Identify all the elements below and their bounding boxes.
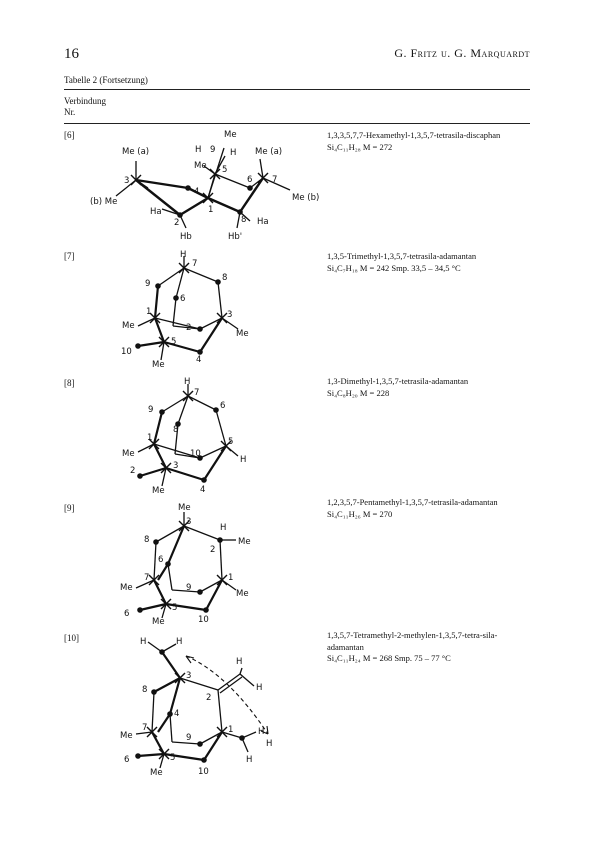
label-h: H (230, 148, 237, 158)
carbon-atom (173, 295, 179, 301)
entry-8-name: 1,3-Dimethyl-1,3,5,7-tetrasila-adamantan (327, 376, 469, 386)
label-6: 6 (220, 401, 226, 411)
label-h: H (236, 657, 243, 667)
entry-10-formula: Si₄C₁₁H₂₄ M = 268 Smp. 75 – 77 °C (327, 653, 451, 663)
carbon-atom (203, 607, 209, 613)
carbon-atom (137, 473, 143, 479)
entry-7-number: [7] (64, 251, 75, 261)
carbon-atom (197, 741, 203, 747)
carbon-atom (151, 689, 157, 695)
carbon-atom (155, 283, 161, 289)
label-me: Me (152, 617, 165, 627)
entry-10-number: [10] (64, 633, 79, 643)
entry-8-number: [8] (64, 378, 75, 388)
label-5: 5 (222, 165, 228, 175)
entry-6-name: 1,3,3,5,7,7-Hexamethyl-1,3,5,7-tetrasila-discaphan (327, 130, 501, 140)
carbon-atom (185, 185, 191, 191)
label-me: Me (122, 449, 135, 459)
entry-10-name: 1,3,5,7-Tetramethyl-2-methylen-1,3,5,7-tetra-sila-adamantan (327, 630, 498, 652)
bond (155, 318, 200, 329)
carbon-atom (135, 753, 141, 759)
label-3: 3 (186, 671, 192, 681)
label-8: 8 (142, 685, 148, 695)
bond (164, 342, 200, 352)
label-10: 10 (190, 449, 201, 459)
entry-7-formula: Si₄C₇H₁₈ M = 242 Smp. 33,5 – 34,5 °C (327, 262, 461, 273)
bond (220, 540, 222, 580)
entry-9-structure (118, 500, 258, 628)
bond (168, 526, 184, 564)
label-6: 6 (247, 175, 253, 185)
table-header-rule (64, 123, 530, 124)
bond (154, 580, 166, 604)
label-9: 9 (186, 583, 192, 593)
bond (162, 652, 180, 678)
bond (218, 690, 222, 732)
bond (170, 714, 172, 742)
label-me: Me (178, 503, 191, 513)
label-3: 3 (173, 461, 179, 471)
label-10: 10 (198, 615, 209, 625)
carbon-atom (237, 209, 243, 215)
label-2: 2 (210, 545, 216, 555)
carbon-atom (159, 409, 165, 415)
label-7: 7 (192, 259, 198, 269)
bond (158, 564, 168, 580)
label-me-b: (b) Me (90, 197, 118, 207)
column-header-line2: Nr. (64, 107, 76, 117)
entry-9-description (327, 497, 532, 520)
label-1: 1 (147, 433, 153, 443)
entry-7-description (327, 251, 532, 274)
label-me-b: Me (b) (292, 193, 320, 203)
bond (155, 286, 158, 318)
label-9: 9 (148, 405, 154, 415)
label-3: 3 (186, 517, 192, 527)
bond (152, 732, 164, 754)
label-7: 7 (194, 388, 200, 398)
label-hb: Hb (180, 232, 192, 242)
label-9: 9 (145, 279, 151, 289)
carbon-atom (213, 407, 219, 413)
label-h: H (140, 637, 147, 647)
carbon-atom (153, 539, 159, 545)
label-me: Me (152, 486, 165, 496)
label-h: H (266, 739, 273, 749)
label-2: 2 (186, 323, 192, 333)
label-h: H (180, 250, 187, 260)
label-4: 4 (174, 709, 180, 719)
running-head (394, 46, 530, 61)
entry-8-structure (118, 376, 258, 496)
label-4: 4 (196, 355, 202, 365)
label-4: 4 (200, 485, 206, 495)
label-7: 7 (272, 175, 278, 185)
bond (138, 754, 164, 756)
carbon-atom (201, 757, 207, 763)
bond (220, 677, 242, 693)
label-me: Me (236, 329, 249, 339)
label-me: Me (150, 768, 163, 778)
bond (152, 692, 154, 732)
label-h: H (240, 455, 247, 465)
through-space-arrow (186, 656, 268, 734)
bond (173, 298, 176, 326)
carbon-atom (201, 477, 207, 483)
carbon-atom (135, 343, 141, 349)
label-5: 5 (170, 753, 176, 763)
label-ha: Ha (150, 207, 162, 217)
entry-7-structure (118, 250, 258, 370)
carbon-atom (165, 561, 171, 567)
label-6: 6 (158, 555, 164, 565)
bond (158, 714, 170, 732)
label-2: 2 (206, 693, 212, 703)
entry-6-description (327, 130, 532, 153)
bond (154, 542, 156, 580)
bond (216, 410, 226, 446)
label-8: 8 (173, 425, 179, 435)
table-top-rule (64, 89, 530, 90)
label-10: 10 (121, 347, 132, 357)
entry-9-number: [9] (64, 503, 75, 513)
bond (188, 396, 216, 410)
entry-9-name: 1,2,3,5,7-Pentamethyl-1,3,5,7-tetrasila-adamantan (327, 497, 498, 507)
bond (240, 668, 242, 674)
label-6: 6 (124, 755, 130, 765)
carbon-atom (167, 711, 173, 717)
bond (218, 282, 222, 318)
label-3: 3 (124, 176, 130, 186)
label-me: Me (120, 731, 133, 741)
label-h: H (220, 523, 227, 533)
bond (184, 268, 218, 282)
column-header (64, 96, 106, 118)
bond (215, 174, 253, 188)
label-me-a: Me (a) (255, 147, 283, 157)
label-5: 5 (171, 337, 177, 347)
label-1: 1 (228, 573, 234, 583)
label-6: 6 (124, 609, 130, 619)
label-hb-prime: Hb' (228, 232, 243, 242)
label-h: H (195, 145, 202, 155)
arrow-heads (186, 656, 268, 734)
bond (166, 468, 204, 480)
label-6: 6 (180, 294, 186, 304)
running-head-authors: G. Fritz u. G. Marquardt (394, 46, 530, 60)
label-9: 9 (186, 733, 192, 743)
label-me: Me (194, 161, 207, 171)
entry-6-formula: Si₄C₁₁H₂₈ M = 272 (327, 141, 393, 152)
table-caption: Tabelle 2 (Fortsetzung) (64, 75, 148, 85)
label-me: Me (120, 583, 133, 593)
label-2: 2 (174, 218, 180, 228)
entry-10-description (327, 630, 532, 665)
carbon-atom (215, 279, 221, 285)
bond (168, 564, 172, 590)
label-h: H (246, 755, 253, 765)
label-7: 7 (142, 723, 148, 733)
label-h: H (258, 727, 265, 737)
label-7: 7 (144, 573, 150, 583)
label-me: Me (236, 589, 249, 599)
carbon-atom (197, 589, 203, 595)
label-1: 1 (146, 307, 152, 317)
entry-10-structure (118, 634, 283, 778)
label-me: Me (238, 537, 251, 547)
label-h: H (184, 377, 191, 387)
label-h: H (176, 637, 183, 647)
bond (138, 444, 154, 452)
label-5: 5 (228, 437, 234, 447)
entry-8-description (327, 376, 532, 399)
bond (138, 318, 155, 326)
label-me: Me (224, 130, 237, 140)
label-3: 3 (227, 310, 233, 320)
label-10: 10 (198, 767, 209, 777)
label-8: 8 (222, 273, 228, 283)
carbon-atom (247, 185, 253, 191)
carbon-atom (177, 212, 183, 218)
carbon-atom (239, 735, 245, 741)
entry-6-structure (90, 126, 325, 244)
carbon-atom (159, 649, 165, 655)
column-header-line1: Verbindung (64, 96, 106, 106)
bond (180, 198, 208, 215)
carbon-atom (137, 607, 143, 613)
label-2: 2 (130, 466, 136, 476)
carbon-atom (197, 326, 203, 332)
label-h: H (256, 683, 263, 693)
entry-9-formula: Si₄C₁₁H₂₆ M = 270 (327, 508, 393, 519)
label-1: 1 (208, 205, 214, 215)
label-ha: Ha (257, 217, 269, 227)
entry-6-number: [6] (64, 130, 75, 140)
label-me: Me (152, 360, 165, 370)
label-8: 8 (144, 535, 150, 545)
entry-7-name: 1,3,5-Trimethyl-1,3,5,7-tetrasila-adamantan (327, 251, 477, 261)
carbon-atom (217, 537, 223, 543)
bond (162, 396, 188, 412)
carbon-atom (197, 349, 203, 355)
label-4: 4 (194, 187, 200, 197)
entry-8-formula: Si₄C₈H₂₀ M = 228 (327, 387, 390, 398)
page-number: 16 (64, 46, 79, 62)
label-5: 5 (172, 603, 178, 613)
label-me: Me (122, 321, 135, 331)
label-8: 8 (241, 215, 247, 225)
label-me-a: Me (a) (122, 147, 150, 157)
bond (184, 526, 220, 540)
bond (218, 674, 240, 690)
bond (240, 674, 254, 686)
label-9: 9 (210, 145, 216, 155)
label-1: 1 (228, 725, 234, 735)
